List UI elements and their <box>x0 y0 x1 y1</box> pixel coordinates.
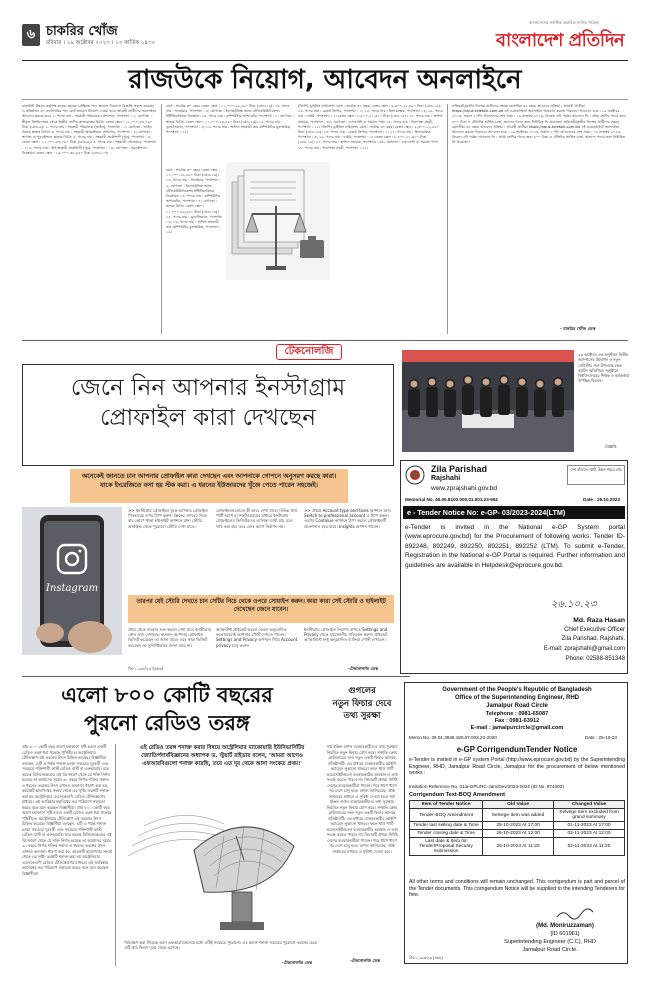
instagram-col-a: >> ইনস্টাগ্রাম প্রোফাইলে ঢুকে আপনার প্রোফাইল পিকচারের ওপর ট্যাপ করুন। স্ক্রিনের ওপরের দিকে বাম কোণে থাকা হাইলাইট অপশনে যান। স্টোরি আর্কাইভ থেকে পুরোনো স্টোরি দেখা যাবে। <box>128 508 208 529</box>
instagram-headline-line-1: জেনে নিন আপনার ইনস্টাগ্রাম <box>70 375 346 401</box>
rhd-signer-title: Superintending Engineer (C.C), RHD <box>504 939 596 945</box>
radio-headline-line-2: পুরনো রেডিও তরঙ্গ <box>84 711 250 735</box>
event-photo <box>402 350 574 452</box>
instagram-col-d: প্রথম থেকে ব্যবহার শুরু করলে দেখা যাবে ইনস্টাগ্রাম কোন তথ্য দেখাচ্ছে। কতজন আপনার প্রোফাইল ভিজিট করেছেন তা জানা যাবে। তবে কারা ভিজিট করেছেন তা সুনির্দিষ্টভাবে জানা যাবে না। <box>128 627 211 648</box>
google-body: সার্চ ইঞ্জিন গুগল ব্যবহারকারীদের তথ্য সুরক্ষায় নিয়মিত নতুন ফিচার যোগ করে। সম্প্রতি ক্রোম ব্রাউজারের জন্য নতুন একটি ফিচার আনছে প্রতিষ্ঠানটি। এর মাধ্যমে ব্যবহারকারীর আইপি অ্যাড্রেস লুকানো থাকবে। ফলে থার্ড পার্টি ওয়েবসাইটগুলো ব্যবহারকারীর অবস্থান ও তথ্য সংগ্রহ করতে পারবে না। ফিচারটি প্রথমে নির্দিষ্ট দেশের ব্যবহারকারীরা পাবেন। পরে ধাপে ধাপে সব দেশে চালু হবে। গুগল জানিয়েছে, প্রক্সি সার্ভারের মাধ্যমে এ সুবিধা দেওয়া হবে। সার্চ ইঞ্জিন গুগল ব্যবহারকারীদের তথ্য সুরক্ষায় নিয়মিত নতুন ফিচার যোগ করে। সম্প্রতি ক্রোম ব্রাউজারের জন্য নতুন একটি ফিচার আনছে প্রতিষ্ঠানটি। এর মাধ্যমে ব্যবহারকারীর আইপি অ্যাড্রেস লুকানো থাকবে। ফলে থার্ড পার্টি ওয়েবসাইটগুলো ব্যবহারকারীর অবস্থান ও তথ্য সংগ্রহ করতে পারবে না। ফিচারটি প্রথমে নির্দিষ্ট দেশের ব্যবহারকারীরা পাবেন। পরে ধাপে ধাপে সব দেশে চালু হবে। গুগল জানিয়েছে, প্রক্সি সার্ভারের মাধ্যমে এ সুবিধা দেওয়া হবে। <box>326 744 398 854</box>
rajuk-column-2: বয়স : সর্বোচ্চ ৩০ বছর। বেতন স্কেল : ১১,০০০-২৬,৫৯০ টাকা (গ্রেড-১৩)। ১৩. পদের নাম : সার্ভেয়ার, পদসংখ্যা : ৫; যোগ্যতা : ইলেকট্রনিক্স অ্যান্ড টেলিকমিউনিকেশন ইঞ্জিনিয়ারিংয়ে ডিপ্লোমা। ১৪. পদের নাম : কম্পিউটার অপারেটর, পদসংখ্যা : ৭; যোগ্যতা : স্নাতক ডিগ্রি। বেতন স্কেল : ১১,০০০-২৬,৫৯০ টাকা (গ্রেড-১৩)। ১৫. পদের নাম : ড্রাফটসম্যান, পদসংখ্যা : ৩; ১৬. পদের নাম : অফিস সহকারী কাম কম্পিউটার মুদ্রাক্ষরিক, পদসংখ্যা : ১৯। <box>166 104 294 135</box>
instagram-label: Instagram <box>45 583 99 594</box>
rajuk-column-4: প্রতিবন্ধী/তৃতীয় লিঙ্গের প্রার্থীদের ক্ষেত্রে বয়সসীমা ৩২ বছর। আবেদন প্রক্রিয়া : আগ্রহী প্রার্থীরা https://rajuk.teletalk.com.bd এই ওয়েবসাইটে অনলাইনে আবেদন করতে পারবেন। আবেদন শুরু : ১৯ অক্টোবর ২০২৩, সকাল ১০টা। আবেদনের শেষ সময় : ১৯ নভেম্বর ২০২৩, বিকেল ৫টা পর্যন্ত। আবেদন ফি : প্রথম শ্রেণির পদের জন্য ৫০০ টাকা ও টেলিটক সার্ভিস চার্জ, অন্যান্য পদের জন্য নির্ধারিত ফি প্রযোজ্য। প্রতিবন্ধী/তৃতীয় লিঙ্গের প্রার্থীদের ক্ষেত্রে বয়সসীমা ৩২ বছর। আবেদন প্রক্রিয়া : আগ্রহী প্রার্থীরা https://rajuk.teletalk.com.bd এই ওয়েবসাইটে অনলাইনে আবেদন করতে পারবেন। আবেদন শুরু : ১৯ অক্টোবর ২০২৩, সকাল ১০টা। আবেদনের শেষ সময় : ১৯ নভেম্বর ২০২৩, বিকেল ৫টা পর্যন্ত। আবেদন ফি : প্রথম শ্রেণির পদের জন্য ৫০০ টাকা ও টেলিটক সার্ভিস চার্জ, অন্যান্য পদের জন্য নির্ধারিত ফি প্রযোজ্য। <box>452 104 626 145</box>
instagram-col-b: প্রোফাইলগুলোতে কী ভাবে দেখা যাবে। বিভিন্ন থার্ড পার্টি অ্যাপ বা সফটওয়্যারের মাধ্যমে ইন্সটাগ্রাম প্রোফাইলের ভিজিটরদের তালিকা দেখা যায় বলে দাবি করা হয়। তবে এসব অ্যাপ নিরাপদ নয়। <box>216 508 298 529</box>
radio-body-bottom: পর্যবেক্ষণ করা গিয়েছে এমন এফআরবিগুলোর মধ্যে এটিই সবচেয়ে পুরোনো। এর আগে শনাক্ত সবচেয়ে পুরোনো তরঙ্গের চেয়ে এটি প্রায় দ্বিগুণ দূরত্ব থেকে এসেছে। <box>124 940 317 951</box>
zila-signer-office: Zila Parishad, Rajshahi. <box>561 636 625 642</box>
table-cell: Selvege Item was added <box>483 809 554 822</box>
rhd-signer-id: [ID 601961] <box>550 931 580 937</box>
table-row <box>410 838 625 856</box>
zila-signature: ২৬.১০.২৩ <box>551 599 597 610</box>
ad-code-1: জি-১১৯৮/২৩ (৪x৩) <box>128 666 164 671</box>
rhd-fax: Fax : 0981-63912 <box>494 718 540 724</box>
table-header-row <box>410 801 625 809</box>
table-header-cell: Changed Value <box>554 801 625 809</box>
table-row <box>410 830 625 838</box>
zila-phone: Phone: 02588-851348 <box>565 656 625 662</box>
table-cell: 02-11-2023 At 12:00 <box>554 830 625 838</box>
technology-badge: টেকনোলজি <box>276 344 342 360</box>
radio-headline-line-1: এলো ৮০০ কোটি বছরের <box>61 683 273 707</box>
event-photo-credit: -বিজ্ঞপ্তি <box>604 444 617 449</box>
instagram-col-c: >> প্রথমে Account type and tools অপশনে যান। Switch to professional account এ ট্যাপ করুন। এরপর Continue অপশনে ট্যাপ করলে প্রোফাইলটি প্রফেশনাল হয়ে যাবে। Insights অপশন পাবেন। <box>304 508 392 529</box>
rhd-memo-date: Date : 25-10-23 <box>585 735 617 740</box>
rhd-signer-office: Jamalpur Road Circle. <box>522 947 578 953</box>
table-header-cell: Item of Tender Notice <box>410 801 483 809</box>
zila-signer-title: Chief Executive Officer <box>564 627 625 633</box>
radio-body-left: প্রায় ৮০০ কোটি বছর আগে মহাকাশে সৃষ্টি হওয়া একটি রেডিও তরঙ্গ ধরা পড়েছে পৃথিবীতে। অস্ট্রেলিয়ার টেলিস্কোপ এই তরঙ্গের উৎস চিহ্নিত করেছে। বিজ্ঞানীরা বলছেন, এটি এ পর্যন্ত শনাক্ত হওয়া সবচেয়ে দূরবর্তী এবং সবচেয়ে শক্তিশালী ফাস্ট রেডিও বার্স্ট বা এফআরবি। মাত্র কয়েক মিলিসেকেন্ডের এই বিস্ফোরণ থেকে যে শক্তি নির্গত হয়েছে তা আমাদের সূর্যের ৩০ বছরে নির্গত শক্তির সমান। এ ধরনের তরঙ্গের উৎস এখনও অজানা। ধারণা করা হয়, কয়েকটি ছায়াপথের সংঘর্ষ থেকে এর সৃষ্টি। তরঙ্গটি শনাক্ত করা হয় অস্ট্রেলিয়ার এএসকেএপি রেডিও টেলিস্কোপের মাধ্যমে। এই আবিষ্কার মহাবিশ্বের ভর পরিমাপে সহায়তা করবে বলে মনে করছেন বিজ্ঞানীরা। প্রায় ৮০০ কোটি বছর আগে মহাকাশে সৃষ্টি হওয়া একটি রেডিও তরঙ্গ ধরা পড়েছে পৃথিবীতে। অস্ট্রেলিয়ার টেলিস্কোপ এই তরঙ্গের উৎস চিহ্নিত করেছে। বিজ্ঞানীরা বলছেন, এটি এ পর্যন্ত শনাক্ত হওয়া সবচেয়ে দূরবর্তী এবং সবচেয়ে শক্তিশালী ফাস্ট রেডিও বার্স্ট বা এফআরবি। মাত্র কয়েক মিলিসেকেন্ডের এই বিস্ফোরণ থেকে যে শক্তি নির্গত হয়েছে তা আমাদের সূর্যের ৩০ বছরে নির্গত শক্তির সমান। এ ধরনের তরঙ্গের উৎস এখনও অজানা। ধারণা করা হয়, কয়েকটি ছায়াপথের সংঘর্ষ থেকে এর সৃষ্টি। তরঙ্গটি শনাক্ত করা হয় অস্ট্রেলিয়ার এএসকেএপি রেডিও টেলিস্কোপের মাধ্যমে। এই আবিষ্কার মহাবিশ্বের ভর পরিমাপে সহায়তা করবে বলে মনে করছেন বিজ্ঞানীরা। <box>22 744 116 966</box>
rhd-invitation: Invitation Reference No. 01ia-GPL/RC-Jam/Dev/2023-2024 (ID No. 874302) <box>409 784 564 789</box>
rhd-circle: Jamalpur Road Circle <box>486 703 548 709</box>
rajuk-column-3: (জিপি) ড্রাইভিং লাইসেন্স। বয়স : সর্বোচ্চ ৩০ বছর। বেতন স্কেল : ৯,৩০০-২২,৪৯০ টাকা (গ্রেড-১৬)। ২৪. পদের নাম : রেকর্ড কিপার, পদসংখ্যা : ১; ২৫. পদের নাম : হিসাবরক্ষক, পদসংখ্যা : ৩; ২৬. পদের নাম : দপ্তরি, পদসংখ্যা : ২। বেতন স্কেল : ৮,৮০০-২১,৩১০ টাকা (গ্রেড-১৮)। ২৭. পদের নাম : অফিস সহায়ক, পদসংখ্যা : ৩৫; যোগ্যতা : এসএসসি বা সমমান পাস। ২৮. পদের নাম : নিরাপত্তা প্রহরী, পদসংখ্যা : ২২। (জিপি) ড্রাইভিং লাইসেন্স। বয়স : সর্বোচ্চ ৩০ বছর। বেতন স্কেল : ৯,৩০০-২২,৪৯০ টাকা (গ্রেড-১৬)। ২৪. পদের নাম : রেকর্ড কিপার, পদসংখ্যা : ১; ২৫. পদের নাম : হিসাবরক্ষক, পদসংখ্যা : ৩; ২৬. পদের নাম : দপ্তরি, পদসংখ্যা : ২। বেতন স্কেল : ৮,৮০০-২১,৩১০ টাকা (গ্রেড-১৮)। ২৭. পদের নাম : অফিস সহায়ক, পদসংখ্যা : ৩৫; যোগ্যতা : এসএসসি বা সমমান পাস। ২৮. পদের নাম : নিরাপত্তা প্রহরী, পদসংখ্যা : ২২। <box>298 104 448 334</box>
google-headline: নতুন ফিচার দেবে তথ্য সুরক্ষা <box>332 699 392 721</box>
page-header <box>22 20 628 58</box>
rhd-gov-line: Government of the People's Republic of Bangladesh <box>442 687 592 693</box>
zila-seal-icon <box>405 465 425 485</box>
event-photo-caption: ২৬ অক্টোবর এক অনুষ্ঠানে দ্বিতীয় ক্যাম্পাসের উদ্বোধন ও নতুন সেমিস্টার শুরু উপলক্ষে কেক কাটেন অতিথিরা। অনুষ্ঠানে বিশ্ববিদ্যালয়ের শিক্ষক ও কর্মকর্তারা উপস্থিত ছিলেন। <box>578 352 630 384</box>
zila-website[interactable]: www.zprajshahi.gov.bd <box>431 485 497 492</box>
rhd-table-title: Corrigendum Text-BOQ Amendment <box>409 792 506 798</box>
instagram-headline-line-2: প্রোফাইল কারা দেখছেন <box>100 405 316 431</box>
table-cell: Last date & Item for Tender/Proposal Security Submission <box>410 838 483 856</box>
masthead-logo[interactable]: বাংলাদেশ প্রতিদিন <box>496 30 625 51</box>
radio-deck: এই রেডিও তরঙ্গ শনাক্ত করার বিষয়ে অস্ট্রেলিয়ার ম্যাকোয়ারি ইউনিভার্সিটির জ্যোতির্পদার্থবিজ্ঞানের অধ্যাপক ড. স্টুয়ার্ট রাইডার বলেন, 'আমরা আগেও এফআরবিগুলো শনাক্ত করেছি, তবে এত দূর থেকে আসা সংকেত প্রথম।' <box>139 745 305 767</box>
table-cell: 01-11-2023 At 17:00 <box>554 822 625 830</box>
instagram-headline-box <box>22 364 394 466</box>
rajuk-column-2b: বয়স : সর্বোচ্চ ৩০ বছর। বেতন স্কেল : ১১,০০০-২৬,৫৯০ টাকা (গ্রেড-১৩)। ১৩. পদের নাম : সার্ভেয়ার, পদসংখ্যা : ৫; যোগ্যতা : ইলেকট্রনিক্স অ্যান্ড টেলিকমিউনিকেশন ইঞ্জিনিয়ারিংয়ে ডিপ্লোমা। ১৪. পদের নাম : কম্পিউটার অপারেটর, পদসংখ্যা : ৭; যোগ্যতা : স্নাতক ডিগ্রি। বেতন স্কেল : ১১,০০০-২৬,৫৯০ টাকা (গ্রেড-১৩)। ১৫. পদের নাম : ড্রাফটসম্যান, পদসংখ্যা : ৩; ১৬. পদের নাম : অফিস সহকারী কাম কম্পিউটার মুদ্রাক্ষরিক, পদসংখ্যা : ১৯। <box>166 168 223 235</box>
rajuk-headline: রাজউকে নিয়োগ, আবেদন অনলাইনে <box>128 65 522 95</box>
table-cell: Tender closing date & Time <box>410 830 483 838</box>
table-row <box>410 809 625 822</box>
rhd-title: e-GP CorrigendumTender Notice <box>456 745 578 754</box>
rhd-notice <box>404 682 628 964</box>
zila-office: Zila Parishad <box>431 464 488 474</box>
rhd-ad-code: জি-১১৯৩/২৩ (৪x৪) <box>409 955 443 960</box>
rhd-signer-name: (Md. Moniruzzaman) <box>536 923 594 929</box>
instagram-col-e: অ্যাকাউন্ট প্রাইভেট করলে কেবল অনুমোদিত ফলোয়াররাই আপনার পোস্ট দেখতে পাবেন। Settings and Privacy অপশনে গিয়ে Account privacy চালু করুন। <box>216 627 298 648</box>
zila-signer-name: Md. Raza Hasan <box>573 617 625 624</box>
rajuk-byline: - চাকরির খোঁজ ডেস্ক <box>560 326 596 331</box>
table-cell: 26-10-2023 At 12:00 <box>483 830 554 838</box>
table-row <box>410 822 625 830</box>
rhd-office-line: Office of the Superintending Engineer, RHD <box>454 695 579 701</box>
page-number-badge: ৬ <box>22 24 40 46</box>
zila-city: Rajshahi <box>431 475 461 482</box>
zila-tender-title: e - Tender Notice No: e-GP- 03/2023-2024(LTM) <box>403 506 625 519</box>
rhd-email[interactable]: E-mail : jamalpurcircle@gmail.com <box>470 725 564 731</box>
radio-telescope-image <box>124 796 320 938</box>
instagram-byline: -টেকনোলজি ডেস্ক <box>348 666 378 671</box>
rhd-body: e-Tender is invited in e-GP system Portal (http://www.eprocure.gov.bd) by the Superintending Engineer, RHD, Jamalpur Road Circle, Jamalpur for the procurement of below mentioned works : <box>409 757 625 777</box>
zila-tender-body: e-Tender is invited in the National e-GP System portal (www.eprocure.gov.bd) for the Procurement of following works: Tender ID- 892248, 892249, 892250, 892251, 892252 (LTM). To submit e-Tender, Registration in the National e-GP Portal is required. Further information and guidelines are available in Helpdesk@eprocure.gov.bd. <box>405 524 625 569</box>
rhd-memo: Memo No. 35.01.3936.180.07.003.23-2020 <box>409 735 497 740</box>
table-cell: 25-10-2023 At 17:00 <box>483 822 554 830</box>
table-cell: Selvege Item excluded from grand summary <box>554 809 625 822</box>
google-byline: -টেকনোলজি ডেস্ক <box>350 958 380 963</box>
rhd-footer-text: All other terms and conditions will remain unchanged. This corrigendum is part and parcel of the Tender documents. This corrigendum Notice will be supplied to the intending Tenderers for free. <box>409 879 625 899</box>
rhd-corrigendum-table <box>409 800 625 856</box>
table-cell: 02-11-2023 At 11:20 <box>554 838 625 856</box>
instagram-phone-image <box>22 507 122 655</box>
radio-byline: -টেকনোলজি ডেস্ক <box>282 960 312 965</box>
instagram-col-f: ইনস্টাগ্রাম প্রোফাইল নিরাপদ রাখতে Settings and Privacy থেকে প্রয়োজনীয় পরিবর্তন করুন। প্রাইভেট অ্যাকাউন্টে শুধু অনুমোদিত ব্যক্তিরা পোস্ট দেখবেন। <box>304 627 388 643</box>
table-cell: 26-10-2023 At 11:20 <box>483 838 554 856</box>
table-header-cell: Old Value <box>483 801 554 809</box>
table-cell: Tender-BOQ Amendment <box>410 809 483 822</box>
rajuk-column-1: রাজধানী উন্নয়ন কর্তৃপক্ষ কয়েক বছরের প্রেক্ষিতে পদে জনবল নিয়োগে বিজ্ঞপ্তি প্রকাশ করেছে। এ প্রতিষ্ঠানে ৩০ ক্যাটাগরির পদে মোট জনবল নিয়োগ দেওয়া হবে। আগ্রহী প্রার্থীদের অনলাইনে আবেদন করতে হবে। ১. পদের নাম : সহকারী পরিচালক (প্রশাসন), পদসংখ্যা : ১; যোগ্যতা : স্বীকৃত বিশ্ববিদ্যালয় থেকে দ্বিতীয় শ্রেণির স্নাতকোত্তর ডিগ্রি। বেতন স্কেল : ২২,০০০-৫৩,০৬০ টাকা (গ্রেড-৯)। ২. পদের নাম : সহকারী পরিচালক (আইন), পদসংখ্যা : ১; যোগ্যতা : আইন বিষয়ে স্নাতক ডিগ্রি। ৩. পদের নাম : সহকারী অথরাইজড অফিসার, পদসংখ্যা : ৪; যোগ্যতা : স্থাপত্য বা পুরকৌশলে স্নাতক ডিগ্রি। ৪. পদের নাম : সহকারী প্রকৌশলী (পুর), পদসংখ্যা : ৬; বেতন স্কেল : ২২,০০০-৫৩,০৬০ টাকা (গ্রেড-৯)। ৫. পদের নাম : সহকারী প্রোগ্রামার, পদসংখ্যা : ১; ৬. পদের নাম : উপসহকারী প্রকৌশলী (পুর), পদসংখ্যা : ১৪; যোগ্যতা : পুরকৌশলে ডিপ্লোমা। বেতন স্কেল : ১৬,০০০-৩৮,৬৪০ টাকা (গ্রেড-১০)। <box>22 104 162 334</box>
zila-parishad-notice <box>400 460 628 674</box>
zila-memorial: Memorial No. 46.00.8100.000.01.001.23-952 <box>405 497 498 502</box>
rhd-signature-mark <box>555 907 595 921</box>
zila-slogan: দেশ বাঁচাতে স্মার্ট, উন্নত শহরে গ্রাম <box>567 465 625 485</box>
zila-email[interactable]: E-mail: zprajshahi@gmail.com <box>543 646 625 652</box>
instagram-pull-quote: তারপর যেই স্টোরি দেখতে চান সেটির নিচে থেকে ওপরে সোয়াইপ করুন। কারা কারা সেই স্টোরি ও হাইলাইট দেখেছেন জেনে যাবেন। <box>128 595 394 623</box>
instagram-intro: অনেকেই জানতে চান আপনার প্রোফাইল কারা দেখছেন এবং আপনাকে গোপনে অনুসরণ করছে কারা। যাকে ইংরেজিতে বলা হয় স্টক করা। এ ধরনের ইউজারদের খুঁজে পেতে পারেন সহজেই। <box>70 469 348 503</box>
zila-memo-date: Date : 26.10.2023 <box>583 497 621 502</box>
google-kicker: গুগলের <box>348 686 376 696</box>
section-title: চাকরির খোঁজ <box>46 24 118 39</box>
table-cell: Tender last selling date & Time <box>410 822 483 830</box>
issue-date: রবিবার । ২৯ অক্টোবর ২০২৩ । ১৩ কার্তিক ১৪৩০ <box>46 40 156 46</box>
rhd-telephone: Telephone : 0981-65087 <box>485 711 549 717</box>
masthead-tagline: বাংলাদেশের সর্বাধিক প্রচারিত দৈনিক পত্রিকা <box>529 20 599 25</box>
